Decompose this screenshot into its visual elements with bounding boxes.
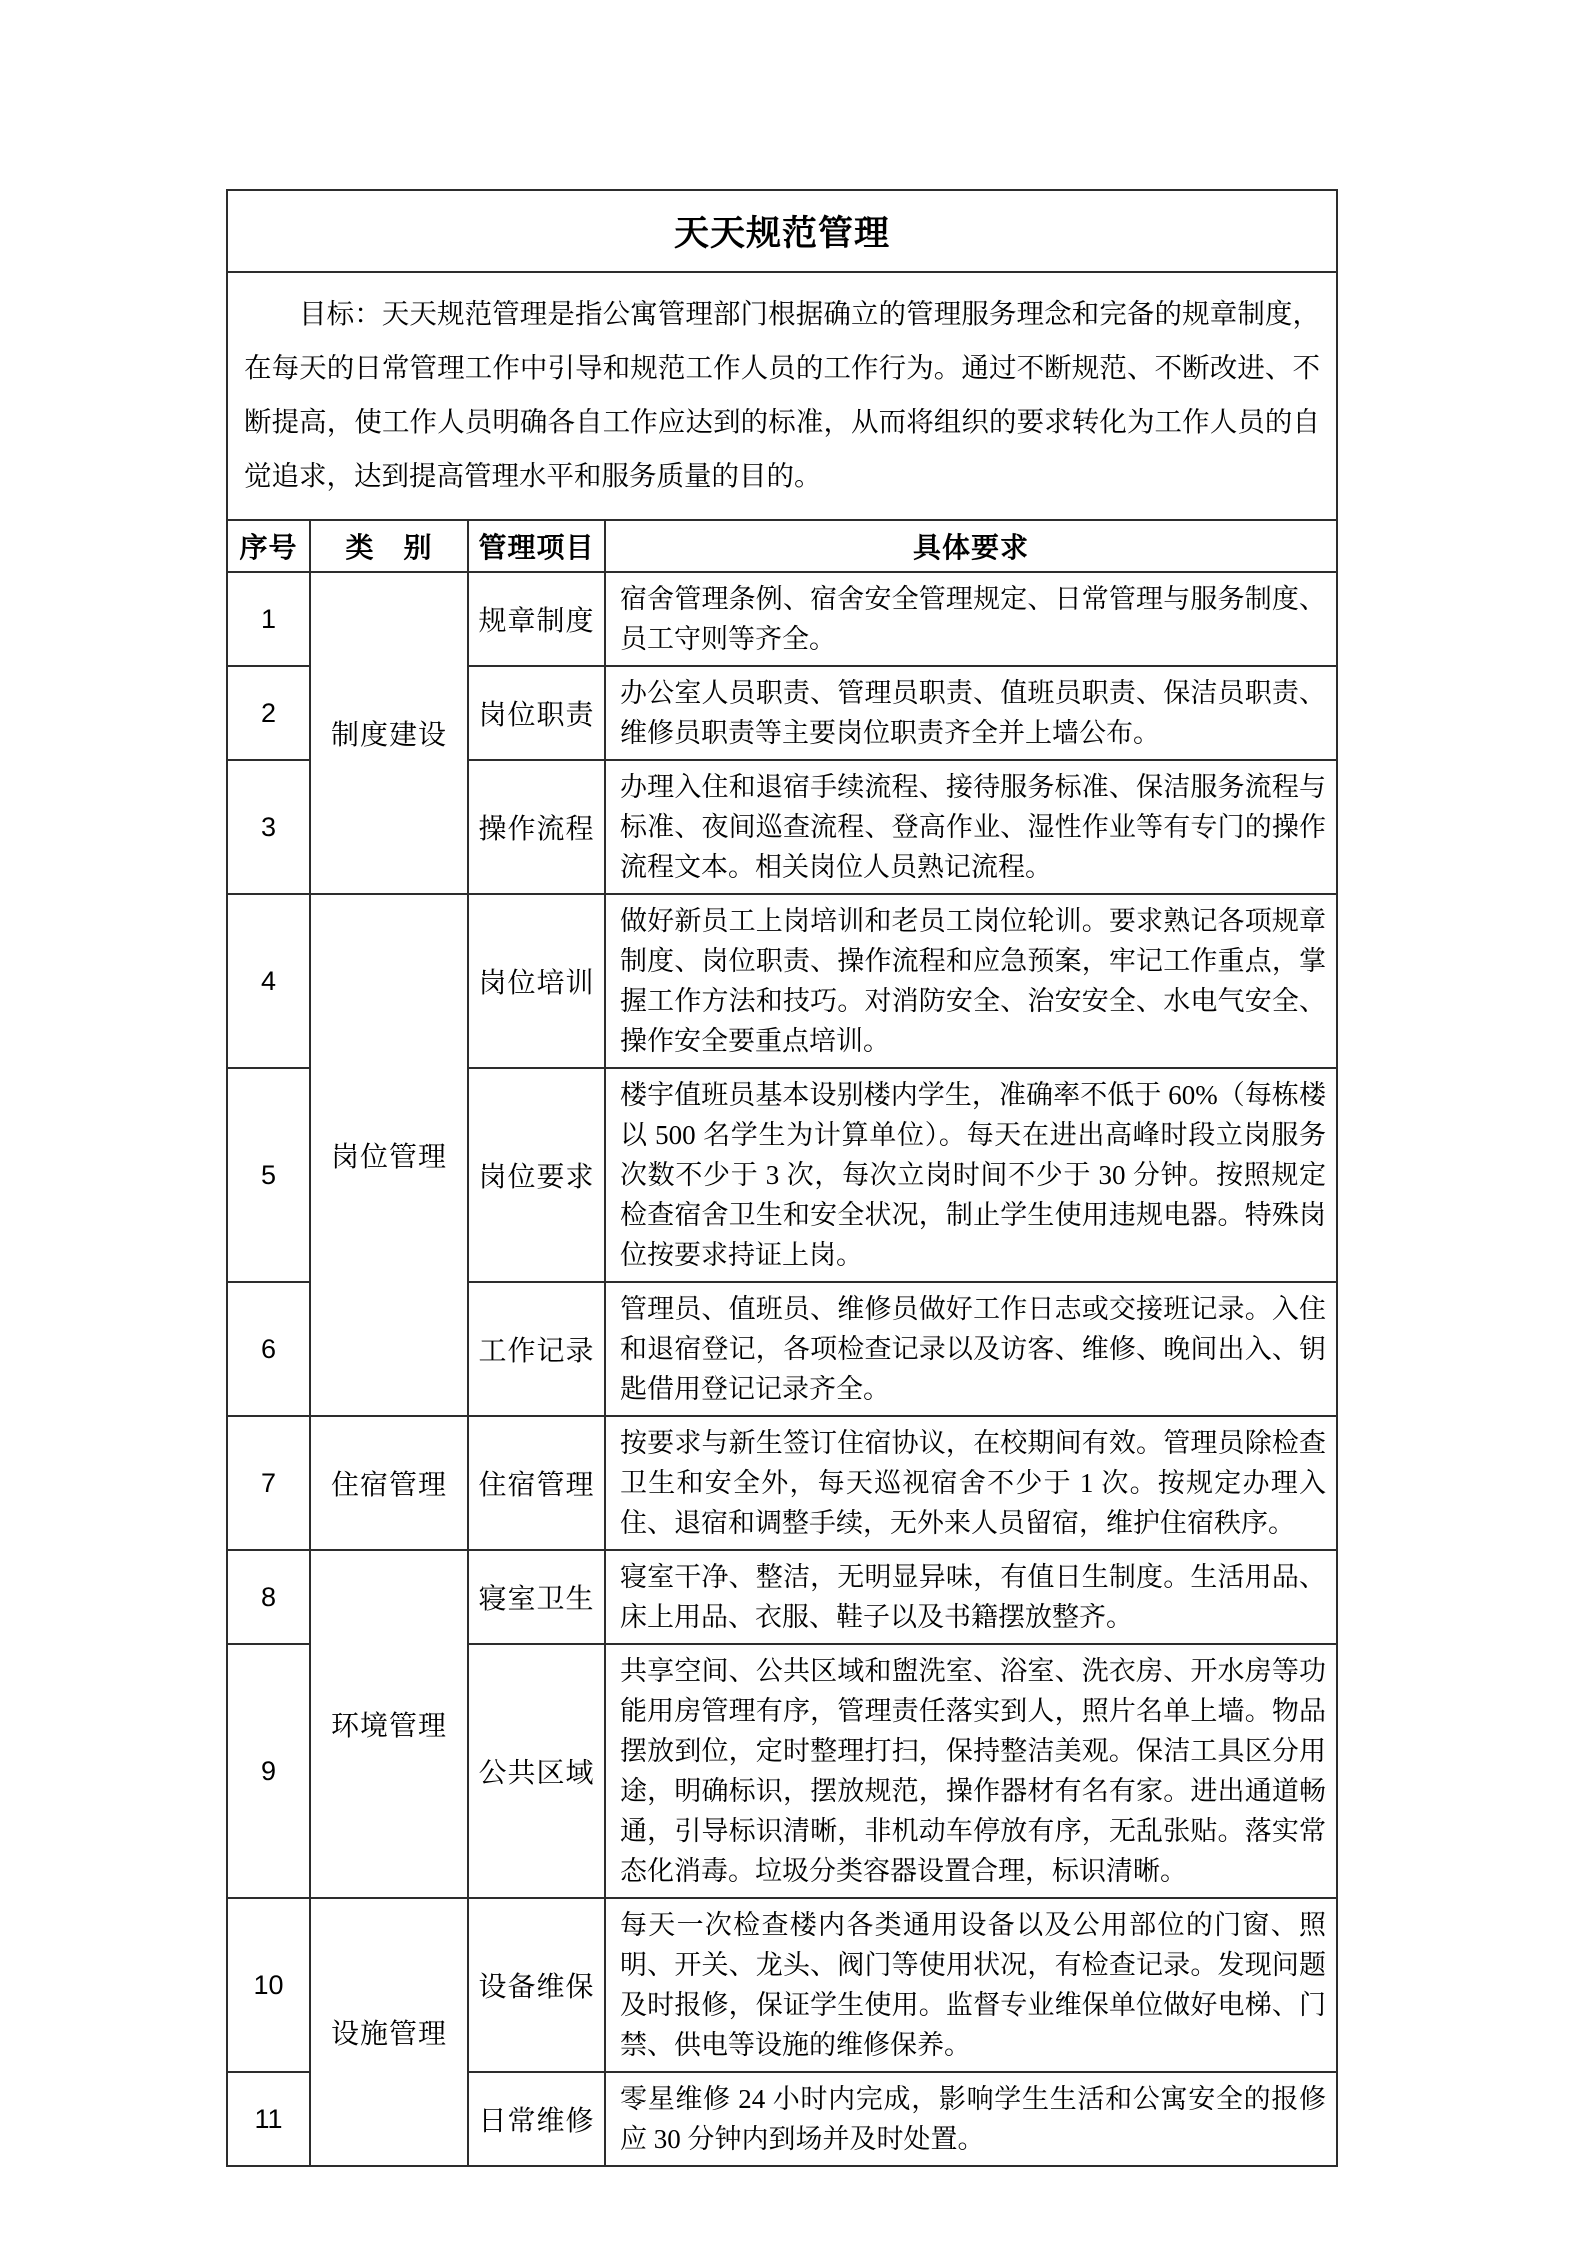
management-standard-table [226,189,1338,2167]
header-category: 类 别 [310,520,468,572]
management-item-cell: 寝室卫生 [468,1550,605,1644]
title-row [227,190,1337,272]
management-item-cell: 日常维修 [468,2072,605,2166]
row-number-cell: 6 [227,1282,310,1416]
category-cell: 设施管理 [310,1898,468,2166]
table-row [227,1898,1337,2072]
intro-cell [227,272,1337,520]
intro-paragraph: 目标：天天规范管理是指公寓管理部门根据确立的管理服务理念和完备的规章制度，在每天的日常管理工作中引导和规范工作人员的工作行为。通过不断规范、不断改进、不断提高，使工作人员明确各自工作应达到的标准，从而将组织的要求转化为工作人员的自觉追求，达到提高管理水平和服务质量的目的。 [244,298,1321,491]
row-number-cell: 4 [227,894,310,1068]
row-number-cell: 3 [227,760,310,894]
requirement-detail-cell: 寝室干净、整洁，无明显异味，有值日生制度。生活用品、床上用品、衣服、鞋子以及书籍摆放整齐。 [605,1550,1337,1644]
requirement-detail-cell: 办理入住和退宿手续流程、接待服务标准、保洁服务流程与标准、夜间巡查流程、登高作业、湿性作业等有专门的操作流程文本。相关岗位人员熟记流程。 [605,760,1337,894]
header-item: 管理项目 [468,520,605,572]
requirement-detail-cell: 管理员、值班员、维修员做好工作日志或交接班记录。入住和退宿登记，各项检查记录以及访客、维修、晚间出入、钥匙借用登记记录齐全。 [605,1282,1337,1416]
category-cell: 住宿管理 [310,1416,468,1550]
row-number-cell: 7 [227,1416,310,1550]
management-item-cell: 操作流程 [468,760,605,894]
header-serial: 序号 [227,520,310,572]
row-number-cell: 5 [227,1068,310,1282]
requirement-detail-cell: 共享空间、公共区域和盥洗室、浴室、洗衣房、开水房等功能用房管理有序，管理责任落实到人，照片名单上墙。物品摆放到位，定时整理打扫，保持整洁美观。保洁工具区分用途，明确标识，摆放规范，操作器材有名有家。进出通道畅通，引导标识清晰，非机动车停放有序，无乱张贴。落实常态化消毒。垃圾分类容器设置合理，标识清晰。 [605,1644,1337,1898]
intro-row [227,272,1337,520]
management-item-cell: 工作记录 [468,1282,605,1416]
requirement-detail-cell: 零星维修 24 小时内完成，影响学生生活和公寓安全的报修应 30 分钟内到场并及时处置。 [605,2072,1337,2166]
management-item-cell: 设备维保 [468,1898,605,2072]
row-number-cell: 10 [227,1898,310,2072]
page-title: 天天规范管理 [227,190,1337,272]
requirement-detail-cell: 按要求与新生签订住宿协议，在校期间有效。管理员除检查卫生和安全外，每天巡视宿舍不少于 1 次。按规定办理入住、退宿和调整手续，无外来人员留宿，维护住宿秩序。 [605,1416,1337,1550]
row-number-cell: 9 [227,1644,310,1898]
management-item-cell: 岗位要求 [468,1068,605,1282]
row-number-cell: 1 [227,572,310,666]
management-item-cell: 规章制度 [468,572,605,666]
category-cell: 制度建设 [310,572,468,894]
requirement-detail-cell: 楼宇值班员基本设别楼内学生，准确率不低于 60%（每栋楼以 500 名学生为计算单位）。每天在进出高峰时段立岗服务次数不少于 3 次，每次立岗时间不少于 30 分钟。按照规定检查宿舍卫生和安全状况，制止学生使用违规电器。特殊岗位按要求持证上岗。 [605,1068,1337,1282]
table-row [227,1550,1337,1644]
management-item-cell: 住宿管理 [468,1416,605,1550]
row-number-cell: 11 [227,2072,310,2166]
table-row [227,572,1337,666]
row-number-cell: 8 [227,1550,310,1644]
row-number-cell: 2 [227,666,310,760]
management-item-cell: 公共区域 [468,1644,605,1898]
requirement-detail-cell: 办公室人员职责、管理员职责、值班员职责、保洁员职责、维修员职责等主要岗位职责齐全并上墙公布。 [605,666,1337,760]
table-row [227,894,1337,1068]
header-requirement: 具体要求 [605,520,1337,572]
table-row [227,1416,1337,1550]
requirement-detail-cell: 做好新员工上岗培训和老员工岗位轮训。要求熟记各项规章制度、岗位职责、操作流程和应急预案，牢记工作重点，掌握工作方法和技巧。对消防安全、治安安全、水电气安全、操作安全要重点培训。 [605,894,1337,1068]
table-header-row [227,520,1337,572]
management-item-cell: 岗位职责 [468,666,605,760]
category-cell: 岗位管理 [310,894,468,1416]
category-cell: 环境管理 [310,1550,468,1898]
management-item-cell: 岗位培训 [468,894,605,1068]
requirement-detail-cell: 宿舍管理条例、宿舍安全管理规定、日常管理与服务制度、员工守则等齐全。 [605,572,1337,666]
requirement-detail-cell: 每天一次检查楼内各类通用设备以及公用部位的门窗、照明、开关、龙头、阀门等使用状况，有检查记录。发现问题及时报修，保证学生使用。监督专业维保单位做好电梯、门禁、供电等设施的维修保养。 [605,1898,1337,2072]
